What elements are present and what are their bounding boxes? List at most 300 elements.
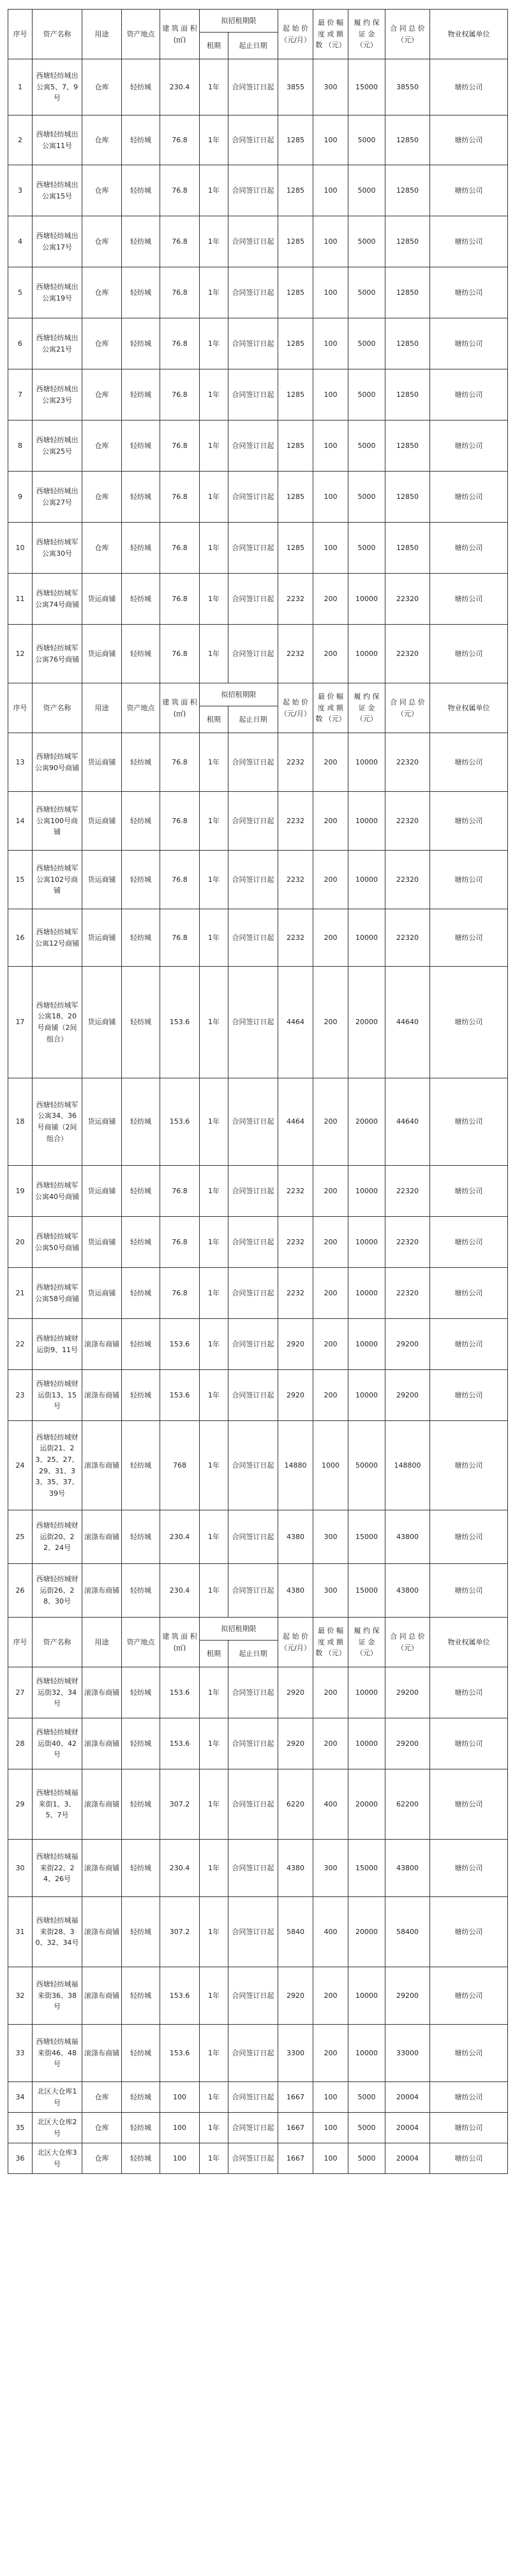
cell-property: 塘纺公司	[430, 369, 508, 421]
cell-area: 76.8	[160, 318, 200, 369]
table-row	[8, 523, 508, 574]
cell-term: 1年	[200, 2113, 228, 2143]
cell-total: 12850	[385, 115, 430, 165]
cell-rent: 2920	[278, 1370, 313, 1421]
cell-location: 轻纺城	[122, 1897, 160, 1967]
cell-deposit: 10000	[348, 1967, 385, 2025]
cell-increment: 200	[313, 1718, 348, 1769]
cell-no: 34	[8, 2082, 33, 2113]
cell-location: 轻纺城	[122, 369, 160, 421]
cell-location: 轻纺城	[122, 909, 160, 967]
cell-deposit: 10000	[348, 625, 385, 683]
cell-name: 西塘轻纺城福来街1、3、5、7号	[33, 1769, 82, 1840]
cell-increment: 200	[313, 574, 348, 625]
header-row-top	[8, 683, 508, 706]
header-row-top	[8, 10, 508, 33]
cell-start: 合同签订日起	[228, 2113, 278, 2143]
cell-rent: 1285	[278, 115, 313, 165]
cell-start: 合同签订日起	[228, 1840, 278, 1897]
cell-deposit: 10000	[348, 792, 385, 851]
header-term-group: 拟招租期限	[200, 10, 278, 33]
cell-area: 76.8	[160, 851, 200, 909]
cell-property: 塘纺公司	[430, 1564, 508, 1618]
cell-increment: 200	[313, 1217, 348, 1268]
cell-name: 西塘轻纺城财运街32、34号	[33, 1667, 82, 1718]
cell-no: 8	[8, 421, 33, 472]
cell-term: 1年	[200, 1564, 228, 1618]
cell-deposit: 10000	[348, 2025, 385, 2082]
header-term-group: 拟招租期限	[200, 1618, 278, 1641]
cell-no: 36	[8, 2143, 33, 2174]
cell-property: 塘纺公司	[430, 909, 508, 967]
cell-total: 43800	[385, 1510, 430, 1564]
cell-increment: 200	[313, 625, 348, 683]
cell-location: 轻纺城	[122, 1718, 160, 1769]
cell-no: 31	[8, 1897, 33, 1967]
cell-property: 塘纺公司	[430, 1217, 508, 1268]
cell-rent: 1285	[278, 523, 313, 574]
cell-property: 塘纺公司	[430, 625, 508, 683]
cell-no: 23	[8, 1370, 33, 1421]
cell-total: 44640	[385, 967, 430, 1078]
cell-name: 西塘轻纺城财运街40、42号	[33, 1718, 82, 1769]
cell-increment: 200	[313, 792, 348, 851]
cell-name: 西塘轻纺城军公寓30号	[33, 523, 82, 574]
cell-increment: 100	[313, 421, 348, 472]
cell-term: 1年	[200, 267, 228, 318]
cell-deposit: 10000	[348, 574, 385, 625]
cell-no: 30	[8, 1840, 33, 1897]
header-area: 建 筑 面 积 (㎡)	[160, 683, 200, 733]
cell-rent: 2232	[278, 851, 313, 909]
cell-deposit: 5000	[348, 115, 385, 165]
cell-no: 15	[8, 851, 33, 909]
cell-deposit: 20000	[348, 1769, 385, 1840]
cell-increment: 200	[313, 2025, 348, 2082]
cell-total: 22320	[385, 909, 430, 967]
cell-name: 西塘轻纺城出公寓23号	[33, 369, 82, 421]
cell-use: 仓库	[82, 2113, 122, 2143]
table-row	[8, 1217, 508, 1268]
cell-area: 230.4	[160, 1564, 200, 1618]
cell-no: 28	[8, 1718, 33, 1769]
cell-total: 29200	[385, 1319, 430, 1370]
cell-location: 轻纺城	[122, 1268, 160, 1319]
header-total: 合 同 总 价 （元）	[385, 1618, 430, 1667]
cell-rent: 1285	[278, 318, 313, 369]
cell-total: 43800	[385, 1564, 430, 1618]
cell-area: 100	[160, 2143, 200, 2174]
cell-use: 滚涤布商铺	[82, 1667, 122, 1718]
cell-no: 17	[8, 967, 33, 1078]
cell-total: 58400	[385, 1897, 430, 1967]
cell-name: 西塘轻纺城军公寓18、20号商铺（2间组合）	[33, 967, 82, 1078]
header-name: 资产名称	[33, 683, 82, 733]
cell-total: 12850	[385, 318, 430, 369]
cell-start: 合同签订日起	[228, 369, 278, 421]
cell-area: 153.6	[160, 1370, 200, 1421]
cell-deposit: 15000	[348, 59, 385, 115]
cell-area: 76.8	[160, 1217, 200, 1268]
cell-no: 18	[8, 1078, 33, 1166]
cell-start: 合同签订日起	[228, 318, 278, 369]
cell-rent: 2232	[278, 625, 313, 683]
cell-location: 轻纺城	[122, 1769, 160, 1840]
cell-rent: 4380	[278, 1510, 313, 1564]
cell-term: 1年	[200, 1897, 228, 1967]
table-row	[8, 59, 508, 115]
cell-start: 合同签订日起	[228, 1268, 278, 1319]
cell-use: 货运商铺	[82, 733, 122, 792]
cell-no: 35	[8, 2113, 33, 2143]
cell-use: 货运商铺	[82, 792, 122, 851]
cell-no: 29	[8, 1769, 33, 1840]
cell-total: 12850	[385, 472, 430, 523]
header-deposit: 履 约 保 证 金 （元）	[348, 683, 385, 733]
cell-rent: 2232	[278, 909, 313, 967]
table-row	[8, 1510, 508, 1564]
cell-area: 230.4	[160, 1510, 200, 1564]
cell-rent: 2232	[278, 733, 313, 792]
cell-use: 货运商铺	[82, 625, 122, 683]
cell-start: 合同签订日起	[228, 421, 278, 472]
cell-location: 轻纺城	[122, 165, 160, 216]
cell-start: 合同签订日起	[228, 1217, 278, 1268]
cell-rent: 4380	[278, 1840, 313, 1897]
cell-start: 合同签订日起	[228, 216, 278, 267]
header-use: 用途	[82, 1618, 122, 1667]
cell-term: 1年	[200, 421, 228, 472]
cell-area: 76.8	[160, 1166, 200, 1217]
cell-start: 合同签订日起	[228, 115, 278, 165]
cell-property: 塘纺公司	[430, 2143, 508, 2174]
cell-area: 100	[160, 2113, 200, 2143]
cell-start: 合同签订日起	[228, 1769, 278, 1840]
cell-use: 仓库	[82, 216, 122, 267]
cell-name: 西塘轻纺城财运街20、22、24号	[33, 1510, 82, 1564]
cell-total: 22320	[385, 1217, 430, 1268]
cell-term: 1年	[200, 733, 228, 792]
cell-rent: 1285	[278, 216, 313, 267]
asset-lease-table-sheet	[8, 9, 507, 2174]
cell-term: 1年	[200, 2082, 228, 2113]
cell-rent: 3300	[278, 2025, 313, 2082]
cell-area: 307.2	[160, 1769, 200, 1840]
cell-deposit: 10000	[348, 851, 385, 909]
cell-start: 合同签订日起	[228, 1718, 278, 1769]
cell-area: 76.8	[160, 733, 200, 792]
cell-name: 西塘轻纺城出公寓15号	[33, 165, 82, 216]
cell-property: 塘纺公司	[430, 1510, 508, 1564]
header-no: 序号	[8, 683, 33, 733]
cell-start: 合同签订日起	[228, 2082, 278, 2113]
cell-total: 22320	[385, 625, 430, 683]
table-row	[8, 625, 508, 683]
cell-increment: 300	[313, 1840, 348, 1897]
cell-rent: 6220	[278, 1769, 313, 1840]
cell-no: 3	[8, 165, 33, 216]
cell-use: 货运商铺	[82, 574, 122, 625]
cell-location: 轻纺城	[122, 967, 160, 1078]
cell-deposit: 5000	[348, 369, 385, 421]
cell-property: 塘纺公司	[430, 851, 508, 909]
cell-use: 仓库	[82, 472, 122, 523]
cell-rent: 2232	[278, 1217, 313, 1268]
header-location: 资产地点	[122, 10, 160, 59]
cell-increment: 100	[313, 318, 348, 369]
cell-rent: 1285	[278, 421, 313, 472]
header-increment: 最 价 幅 度 或 额 数 （元）	[313, 10, 348, 59]
cell-increment: 200	[313, 1166, 348, 1217]
header-area: 建 筑 面 积 (㎡)	[160, 1618, 200, 1667]
cell-increment: 100	[313, 2082, 348, 2113]
cell-property: 塘纺公司	[430, 1667, 508, 1718]
header-term-group: 拟招租期限	[200, 683, 278, 706]
cell-location: 轻纺城	[122, 2113, 160, 2143]
cell-no: 4	[8, 216, 33, 267]
cell-deposit: 20000	[348, 967, 385, 1078]
table-row	[8, 165, 508, 216]
cell-deposit: 5000	[348, 2143, 385, 2174]
cell-location: 轻纺城	[122, 1319, 160, 1370]
header-rent: 起 始 价 （元/月）	[278, 10, 313, 59]
cell-location: 轻纺城	[122, 1510, 160, 1564]
cell-use: 仓库	[82, 59, 122, 115]
cell-area: 153.6	[160, 967, 200, 1078]
cell-location: 轻纺城	[122, 216, 160, 267]
cell-rent: 5840	[278, 1897, 313, 1967]
cell-total: 20004	[385, 2143, 430, 2174]
cell-use: 滚涤布商铺	[82, 1769, 122, 1840]
cell-property: 塘纺公司	[430, 574, 508, 625]
cell-total: 33000	[385, 2025, 430, 2082]
cell-rent: 2232	[278, 1268, 313, 1319]
cell-increment: 400	[313, 1769, 348, 1840]
table-row	[8, 1166, 508, 1217]
cell-use: 滚涤布商铺	[82, 1319, 122, 1370]
cell-increment: 300	[313, 1564, 348, 1618]
table-row	[8, 369, 508, 421]
header-start: 起止日期	[228, 33, 278, 59]
cell-name: 西塘轻纺城军公寓40号商铺	[33, 1166, 82, 1217]
cell-total: 22320	[385, 574, 430, 625]
cell-no: 1	[8, 59, 33, 115]
cell-term: 1年	[200, 1667, 228, 1718]
cell-name: 西塘轻纺城军公寓12号商铺	[33, 909, 82, 967]
cell-total: 22320	[385, 733, 430, 792]
cell-area: 76.8	[160, 421, 200, 472]
header-no: 序号	[8, 1618, 33, 1667]
cell-no: 19	[8, 1166, 33, 1217]
cell-area: 76.8	[160, 792, 200, 851]
cell-deposit: 15000	[348, 1510, 385, 1564]
cell-start: 合同签订日起	[228, 165, 278, 216]
cell-increment: 200	[313, 733, 348, 792]
cell-start: 合同签订日起	[228, 1667, 278, 1718]
header-deposit: 履 约 保 证 金 （元）	[348, 1618, 385, 1667]
cell-name: 西塘轻纺城财运街21、23、25、27、29、31、33、35、37、39号	[33, 1421, 82, 1510]
header-start: 起止日期	[228, 1641, 278, 1667]
cell-use: 仓库	[82, 523, 122, 574]
cell-use: 货运商铺	[82, 967, 122, 1078]
cell-start: 合同签订日起	[228, 792, 278, 851]
cell-location: 轻纺城	[122, 1166, 160, 1217]
cell-property: 塘纺公司	[430, 216, 508, 267]
cell-area: 307.2	[160, 1897, 200, 1967]
table-row	[8, 318, 508, 369]
cell-start: 合同签订日起	[228, 1078, 278, 1166]
table-row	[8, 967, 508, 1078]
cell-location: 轻纺城	[122, 733, 160, 792]
cell-area: 76.8	[160, 1268, 200, 1319]
cell-term: 1年	[200, 1510, 228, 1564]
cell-property: 塘纺公司	[430, 967, 508, 1078]
cell-rent: 4464	[278, 1078, 313, 1166]
header-property: 物业权属单位	[430, 10, 508, 59]
cell-no: 22	[8, 1319, 33, 1370]
cell-location: 轻纺城	[122, 1840, 160, 1897]
header-increment: 最 价 幅 度 或 额 数 （元）	[313, 1618, 348, 1667]
cell-property: 塘纺公司	[430, 2113, 508, 2143]
table-row	[8, 472, 508, 523]
cell-rent: 2920	[278, 1319, 313, 1370]
cell-increment: 300	[313, 1510, 348, 1564]
cell-name: 北区大仓库3号	[33, 2143, 82, 2174]
cell-increment: 200	[313, 1319, 348, 1370]
cell-increment: 200	[313, 1370, 348, 1421]
table-row	[8, 2025, 508, 2082]
cell-deposit: 15000	[348, 1840, 385, 1897]
cell-name: 西塘轻纺城出公寓19号	[33, 267, 82, 318]
cell-increment: 100	[313, 267, 348, 318]
table-row	[8, 574, 508, 625]
cell-no: 24	[8, 1421, 33, 1510]
cell-property: 塘纺公司	[430, 1421, 508, 1510]
cell-location: 轻纺城	[122, 1967, 160, 2025]
cell-term: 1年	[200, 967, 228, 1078]
cell-use: 滚涤布商铺	[82, 1564, 122, 1618]
cell-increment: 200	[313, 1078, 348, 1166]
cell-term: 1年	[200, 1718, 228, 1769]
cell-property: 塘纺公司	[430, 115, 508, 165]
cell-use: 货运商铺	[82, 1217, 122, 1268]
cell-start: 合同签订日起	[228, 2143, 278, 2174]
cell-total: 29200	[385, 1967, 430, 2025]
cell-use: 仓库	[82, 2082, 122, 2113]
cell-deposit: 5000	[348, 2113, 385, 2143]
cell-use: 仓库	[82, 318, 122, 369]
cell-location: 轻纺城	[122, 2082, 160, 2113]
cell-property: 塘纺公司	[430, 1897, 508, 1967]
cell-term: 1年	[200, 318, 228, 369]
cell-total: 44640	[385, 1078, 430, 1166]
cell-total: 29200	[385, 1667, 430, 1718]
cell-property: 塘纺公司	[430, 165, 508, 216]
cell-name: 西塘轻纺城出公寓5、7、9号	[33, 59, 82, 115]
cell-area: 76.8	[160, 523, 200, 574]
cell-location: 轻纺城	[122, 421, 160, 472]
cell-location: 轻纺城	[122, 59, 160, 115]
cell-no: 27	[8, 1667, 33, 1718]
header-use: 用途	[82, 683, 122, 733]
cell-deposit: 50000	[348, 1421, 385, 1510]
cell-total: 22320	[385, 792, 430, 851]
cell-use: 货运商铺	[82, 851, 122, 909]
cell-rent: 1667	[278, 2082, 313, 2113]
cell-rent: 1667	[278, 2113, 313, 2143]
cell-no: 32	[8, 1967, 33, 2025]
cell-name: 西塘轻纺城出公寓21号	[33, 318, 82, 369]
cell-increment: 100	[313, 2113, 348, 2143]
cell-name: 西塘轻纺城军公寓58号商铺	[33, 1268, 82, 1319]
cell-area: 153.6	[160, 1078, 200, 1166]
cell-term: 1年	[200, 216, 228, 267]
header-rent: 起 始 价 （元/月）	[278, 683, 313, 733]
cell-deposit: 10000	[348, 733, 385, 792]
cell-start: 合同签订日起	[228, 1421, 278, 1510]
cell-term: 1年	[200, 59, 228, 115]
cell-location: 轻纺城	[122, 267, 160, 318]
cell-start: 合同签订日起	[228, 574, 278, 625]
cell-term: 1年	[200, 1421, 228, 1510]
cell-start: 合同签订日起	[228, 2025, 278, 2082]
cell-rent: 1285	[278, 165, 313, 216]
cell-use: 货运商铺	[82, 1078, 122, 1166]
cell-rent: 3855	[278, 59, 313, 115]
cell-term: 1年	[200, 523, 228, 574]
cell-location: 轻纺城	[122, 523, 160, 574]
table-row	[8, 2082, 508, 2113]
cell-no: 11	[8, 574, 33, 625]
table-row	[8, 733, 508, 792]
cell-no: 33	[8, 2025, 33, 2082]
cell-location: 轻纺城	[122, 1078, 160, 1166]
table-row	[8, 1897, 508, 1967]
table-row	[8, 1370, 508, 1421]
cell-no: 6	[8, 318, 33, 369]
cell-deposit: 5000	[348, 318, 385, 369]
cell-name: 西塘轻纺城福来街28、30、32、34号	[33, 1897, 82, 1967]
header-total: 合 同 总 价 （元）	[385, 683, 430, 733]
cell-start: 合同签订日起	[228, 472, 278, 523]
cell-area: 153.6	[160, 1667, 200, 1718]
cell-increment: 200	[313, 1967, 348, 2025]
cell-area: 768	[160, 1421, 200, 1510]
cell-use: 货运商铺	[82, 1166, 122, 1217]
cell-deposit: 10000	[348, 1370, 385, 1421]
cell-name: 西塘轻纺城出公寓27号	[33, 472, 82, 523]
cell-rent: 1285	[278, 267, 313, 318]
cell-increment: 300	[313, 59, 348, 115]
header-row-top	[8, 1618, 508, 1641]
cell-use: 仓库	[82, 165, 122, 216]
cell-no: 5	[8, 267, 33, 318]
cell-location: 轻纺城	[122, 1421, 160, 1510]
cell-name: 西塘轻纺城福来街36、38号	[33, 1967, 82, 2025]
cell-property: 塘纺公司	[430, 1718, 508, 1769]
cell-term: 1年	[200, 909, 228, 967]
table-row	[8, 1268, 508, 1319]
cell-property: 塘纺公司	[430, 1166, 508, 1217]
cell-area: 76.8	[160, 909, 200, 967]
cell-location: 轻纺城	[122, 574, 160, 625]
cell-area: 230.4	[160, 1840, 200, 1897]
cell-term: 1年	[200, 851, 228, 909]
cell-location: 轻纺城	[122, 1370, 160, 1421]
cell-name: 西塘轻纺城军公寓102号商铺	[33, 851, 82, 909]
cell-increment: 200	[313, 851, 348, 909]
table-row	[8, 909, 508, 967]
